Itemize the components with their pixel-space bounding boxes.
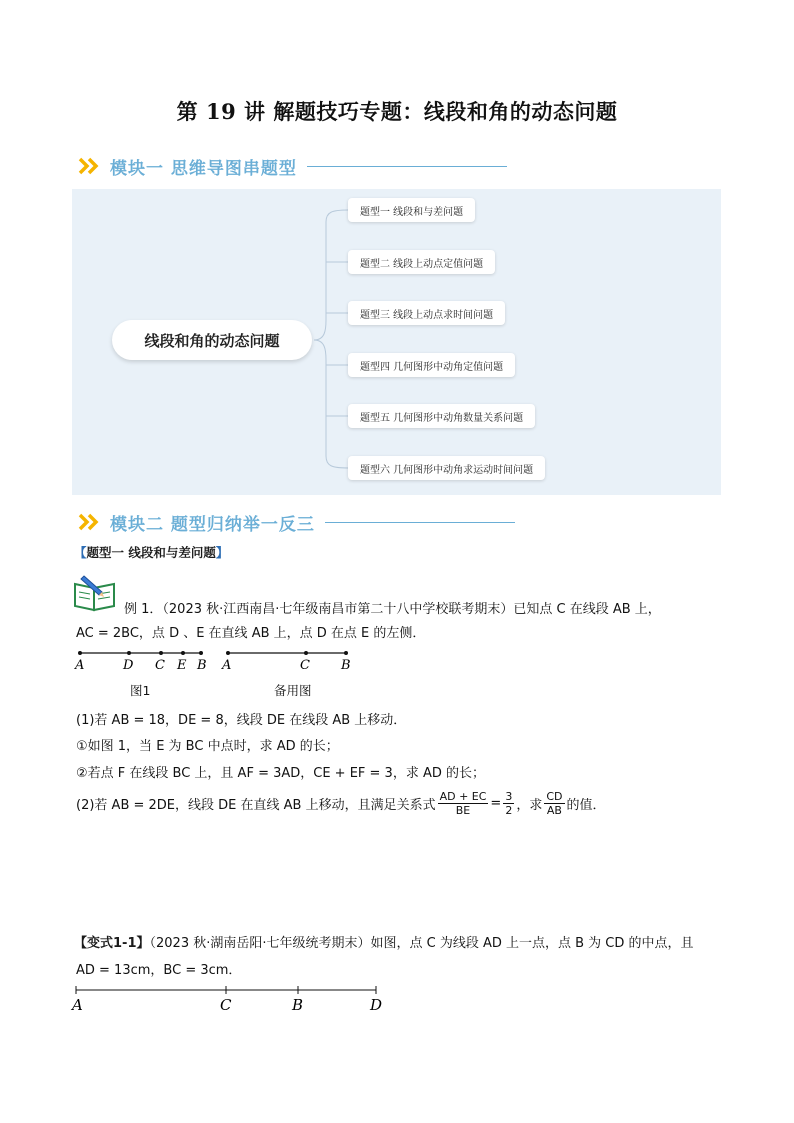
module-divider-2 [325,522,515,523]
variant1-label-b: B [292,996,304,1014]
fig1-label-e: E [177,658,187,673]
fraction-ad-ec-over-be: $\frac{AD + EC}{BE}$ [439,790,487,817]
module-title-1: 模块一 思维导图串题型 [110,158,297,179]
mindmap-item-4: 题型四 几何图形中动角定值问题 [348,353,515,377]
fig1-point-c [159,651,163,655]
fig2-point-c [304,651,308,655]
fig1-point-d [127,651,131,655]
fig2-point-b [344,651,348,655]
example1-q2: (2)若 AB = 2DE，线段 DE 在直线 AB 上移动，且满足关系式 $\frac{AD + EC}{BE}$ = $\frac{3}{2}$ ，求 $\frac{CD}{AB}$ 的值． [76,790,606,817]
variant1-label-c: C [220,996,232,1014]
module-header-2 [78,507,515,537]
fig2-point-a [226,651,230,655]
fig2-label-b: B [341,658,351,673]
fig1-point-a [78,651,82,655]
fig2-label-a: A [222,658,232,673]
module-title-2: 模块二 题型归纳举一反三 [110,514,315,535]
variant1-label-a: A [72,996,83,1014]
page-title: 第 19 讲 解题技巧专题：线段和角的动态问题 [176,99,618,124]
fig1-label-c: C [155,658,165,673]
variant1-line1: 【变式1-1】（2023 秋·湖南岳阳·七年级统考期末）如图，点 C 为线段 AD 上一点，点 B 为 CD 的中点，且 [74,936,694,951]
example1-figures [70,645,370,675]
mindmap-item-5: 题型五 几何图形中动角数量关系问题 [348,404,535,428]
mindmap-item-6: 题型六 几何图形中动角求运动时间问题 [348,456,545,480]
example1-q1b: ②若点 F 在线段 BC 上，且 AF = 3AD，CE + EF = 3，求 AD 的长； [76,766,485,781]
fig2-label-c: C [300,658,310,673]
mindmap-item-2: 题型二 线段上动点定值问题 [348,250,495,274]
example1-line1: 例 1．（2023 秋·江西南昌·七年级南昌市第二十八中学校联考期末）已知点 C 在线段 AB 上， [124,602,661,617]
example1-q1a: ①如图 1，当 E 为 BC 中点时，求 AD 的长； [76,739,339,754]
fig1-point-b [199,651,203,655]
double-chevron-icon [78,513,104,531]
fig1-label-d: D [123,658,134,673]
fig2-caption: 备用图 [274,683,312,698]
type-label-1: 【题型一 线段和与差问题】 [74,545,229,560]
fraction-cd-over-ab: $\frac{CD}{AB}$ [546,790,563,817]
variant-tag: 【变式1-1】 [74,936,150,951]
example1-q1: (1)若 AB = 18，DE = 8，线段 DE 在线段 AB 上移动． [76,713,407,728]
mindmap-item-3: 题型三 线段上动点求时间问题 [348,301,505,325]
book-pencil-icon [72,574,118,612]
variant1-label-d: D [370,996,383,1014]
fig1-label-b: B [197,658,207,673]
example1-line2: AC = 2BC，点 D 、E 在直线 AB 上，点 D 在点 E 的左侧． [76,626,426,641]
mindmap-center-node: 线段和角的动态问题 [112,320,312,360]
variant1-figure [70,984,390,1018]
fraction-three-halves: $\frac{3}{2}$ [505,790,513,817]
fig1-label-a: A [75,658,85,673]
fig1-point-e [181,651,185,655]
variant1-line2: AD = 13cm，BC = 3cm． [76,963,242,978]
fig1-caption: 图1 [130,683,151,698]
mindmap-item-1: 题型一 线段和与差问题 [348,198,475,222]
